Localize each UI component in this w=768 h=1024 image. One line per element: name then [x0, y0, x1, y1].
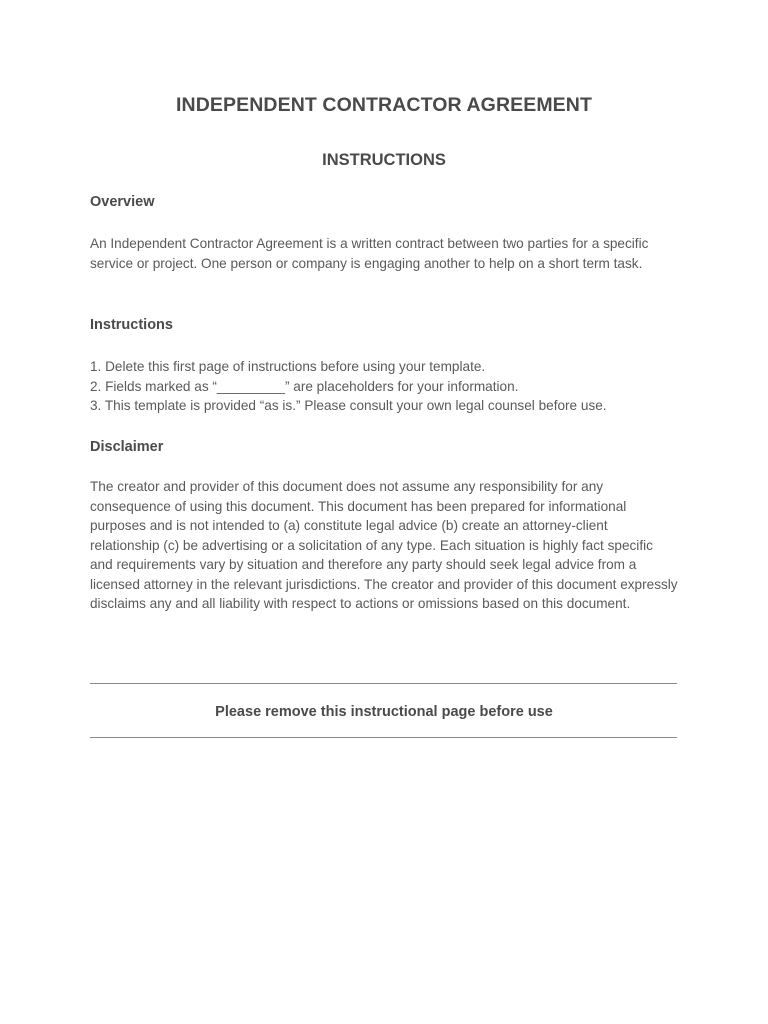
- top-divider: [90, 683, 677, 684]
- disclaimer-body: The creator and provider of this document does not assume any responsibility for any consequence of using this document. This document has been prepared for informational purposes and is not intended to (a) constitute legal advice (b) create an attorney-client relationship (c) be advertising or a solicitation of any type. Each situation is highly fact specific and requirements vary by situation and therefore any party should seek legal advice from a licensed attorney in the relevant jurisdictions. The creator and provider of this document expressly disclaims any and all liability with respect to actions or omissions based on this document.: [90, 479, 678, 611]
- removal-notice: Please remove this instructional page before use: [215, 704, 553, 720]
- overview-body: An Independent Contractor Agreement is a written contract between two parties for a specific service or project. One person or company is engaging another to help on a short term task.: [90, 236, 649, 271]
- overview-heading: Overview: [90, 194, 155, 210]
- document-title: INDEPENDENT CONTRACTOR AGREEMENT: [176, 94, 592, 116]
- document-subtitle: INSTRUCTIONS: [322, 151, 446, 169]
- disclaimer-heading: Disclaimer: [90, 439, 164, 455]
- instruction-item: 2. Fields marked as “_________” are placeholders for your information.: [90, 378, 519, 394]
- instruction-item: 3. This template is provided “as is.” Please consult your own legal counsel before use.: [90, 398, 607, 413]
- instruction-item: 1. Delete this first page of instructions before using your template.: [90, 359, 486, 374]
- bottom-divider: [90, 737, 677, 738]
- instructions-list: [90, 357, 678, 416]
- instructions-heading: Instructions: [90, 317, 173, 333]
